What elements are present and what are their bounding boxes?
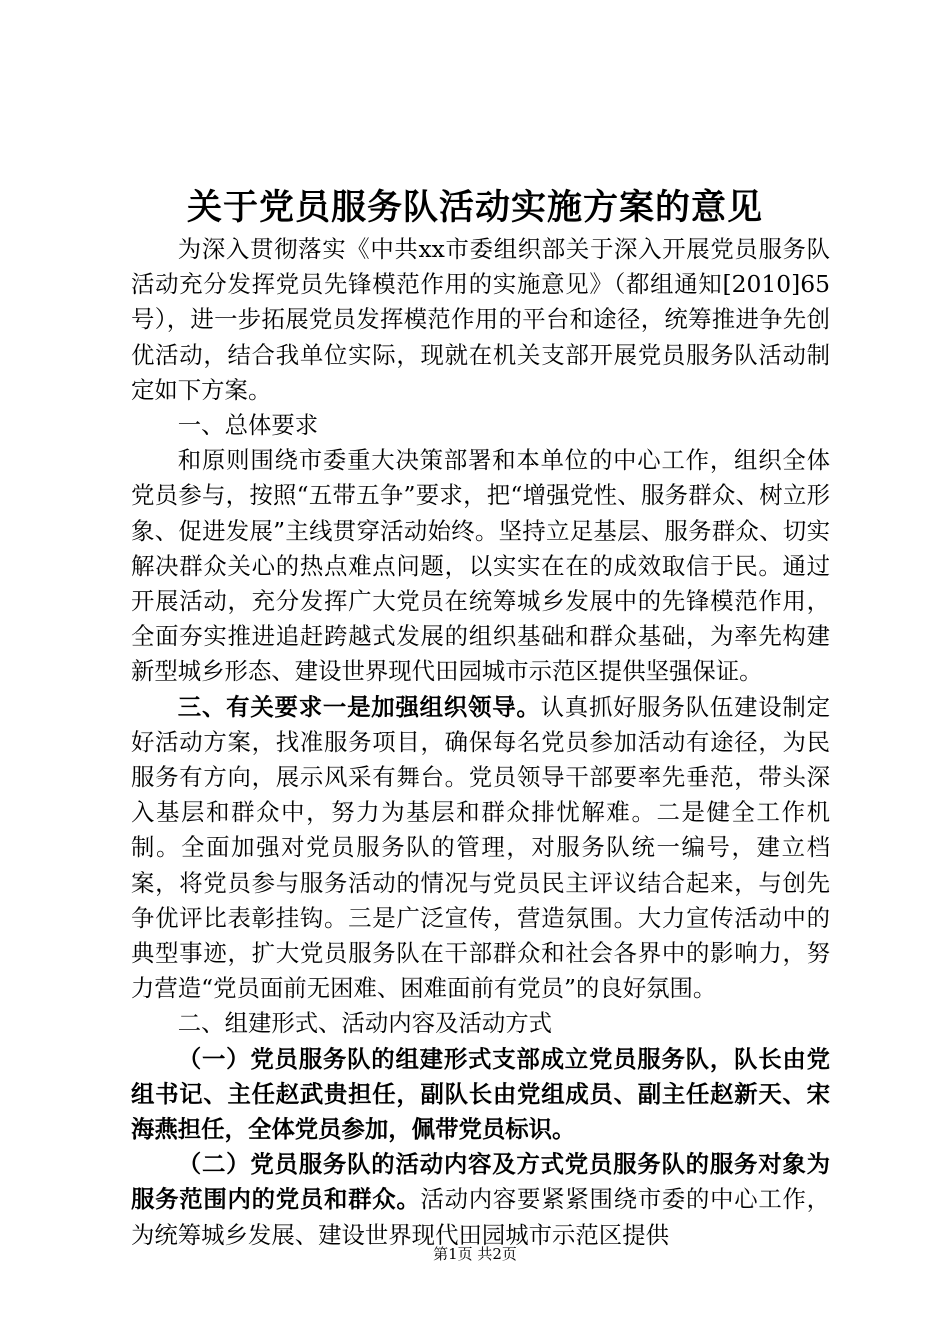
intro-paragraph: 为深入贯彻落实《中共xx市委组织部关于深入开展党员服务队活动充分发挥党员先锋模范作用的实施意见》（都组通知[2010]65号），进一步拓展党员发挥模范作用的平台和途径，统筹推进争先创优活动，结合我单位实际，现就在机关支部开展党员服务队活动制定如下方案。 [131,235,830,404]
document-title: 关于党员服务队活动实施方案的意见 [186,188,763,228]
subsection2-body: 活动内容要紧紧围绕市委的中心工作，为统筹城乡发展、建设世界现代田园城市示范区提供 [131,1185,830,1249]
section1-paragraph: 和原则围绕市委重大决策部署和本单位的中心工作，组织全体党员参与，按照“五带五争”要求，把“增强党性、服务群众、树立形象、促进发展”主线贯穿活动始终。坚持立足基层、服务群众、切实解决群众关心的热点难点问题，以实实在在的成效取信于民。通过开展活动，充分发挥广大党员在统筹城乡发展中的先锋模范作用，全面夯实推进追赶跨越式发展的组织基础和群众基础，为率先构建新型城乡形态、建设世界现代田园城市示范区提供坚强保证。 [131,446,830,686]
document-body [131,232,830,1253]
subsection2-lead: （二）党员服务队的活动内容及方式党员服务队的服务对象为服务范围内的党员和群众。 [131,1150,830,1214]
section3-paragraph [131,690,830,1007]
subsection1-paragraph: （一）党员服务队的组建形式支部成立党员服务队，队长由党组书记、主任赵武贵担任，副队长由党组成员、副主任赵新天、宋海燕担任，全体党员参加，佩带党员标识。 [131,1044,830,1144]
subsection2-paragraph [131,1147,830,1253]
section2-heading: 二、组建形式、活动内容及活动方式 [177,1009,553,1038]
section1-heading: 一、总体要求 [177,411,319,440]
section3-body: 认真抓好服务队伍建设制定好活动方案，找准服务项目，确保每名党员参加活动有途径，为民服务有方向，展示风采有舞台。党员领导干部要率先垂范，带头深入基层和群众中，努力为基层和群众排忧解难。二是健全工作机制。全面加强对党员服务队的管理，对服务队统一编号，建立档案，将党员参与服务活动的情况与党员民主评议结合起来，与创先争优评比表彰挂钩。三是广泛宣传，营造氛围。大力宣传活动中的典型事迹，扩大党员服务队在干部群众和社会各界中的影响力，努力营造“党员面前无困难、困难面前有党员”的良好氛围。 [131,692,831,1003]
section3-lead: 三、有关要求一是加强组织领导。 [177,692,541,721]
page-footer: 第1页 共2页 [433,1245,517,1263]
